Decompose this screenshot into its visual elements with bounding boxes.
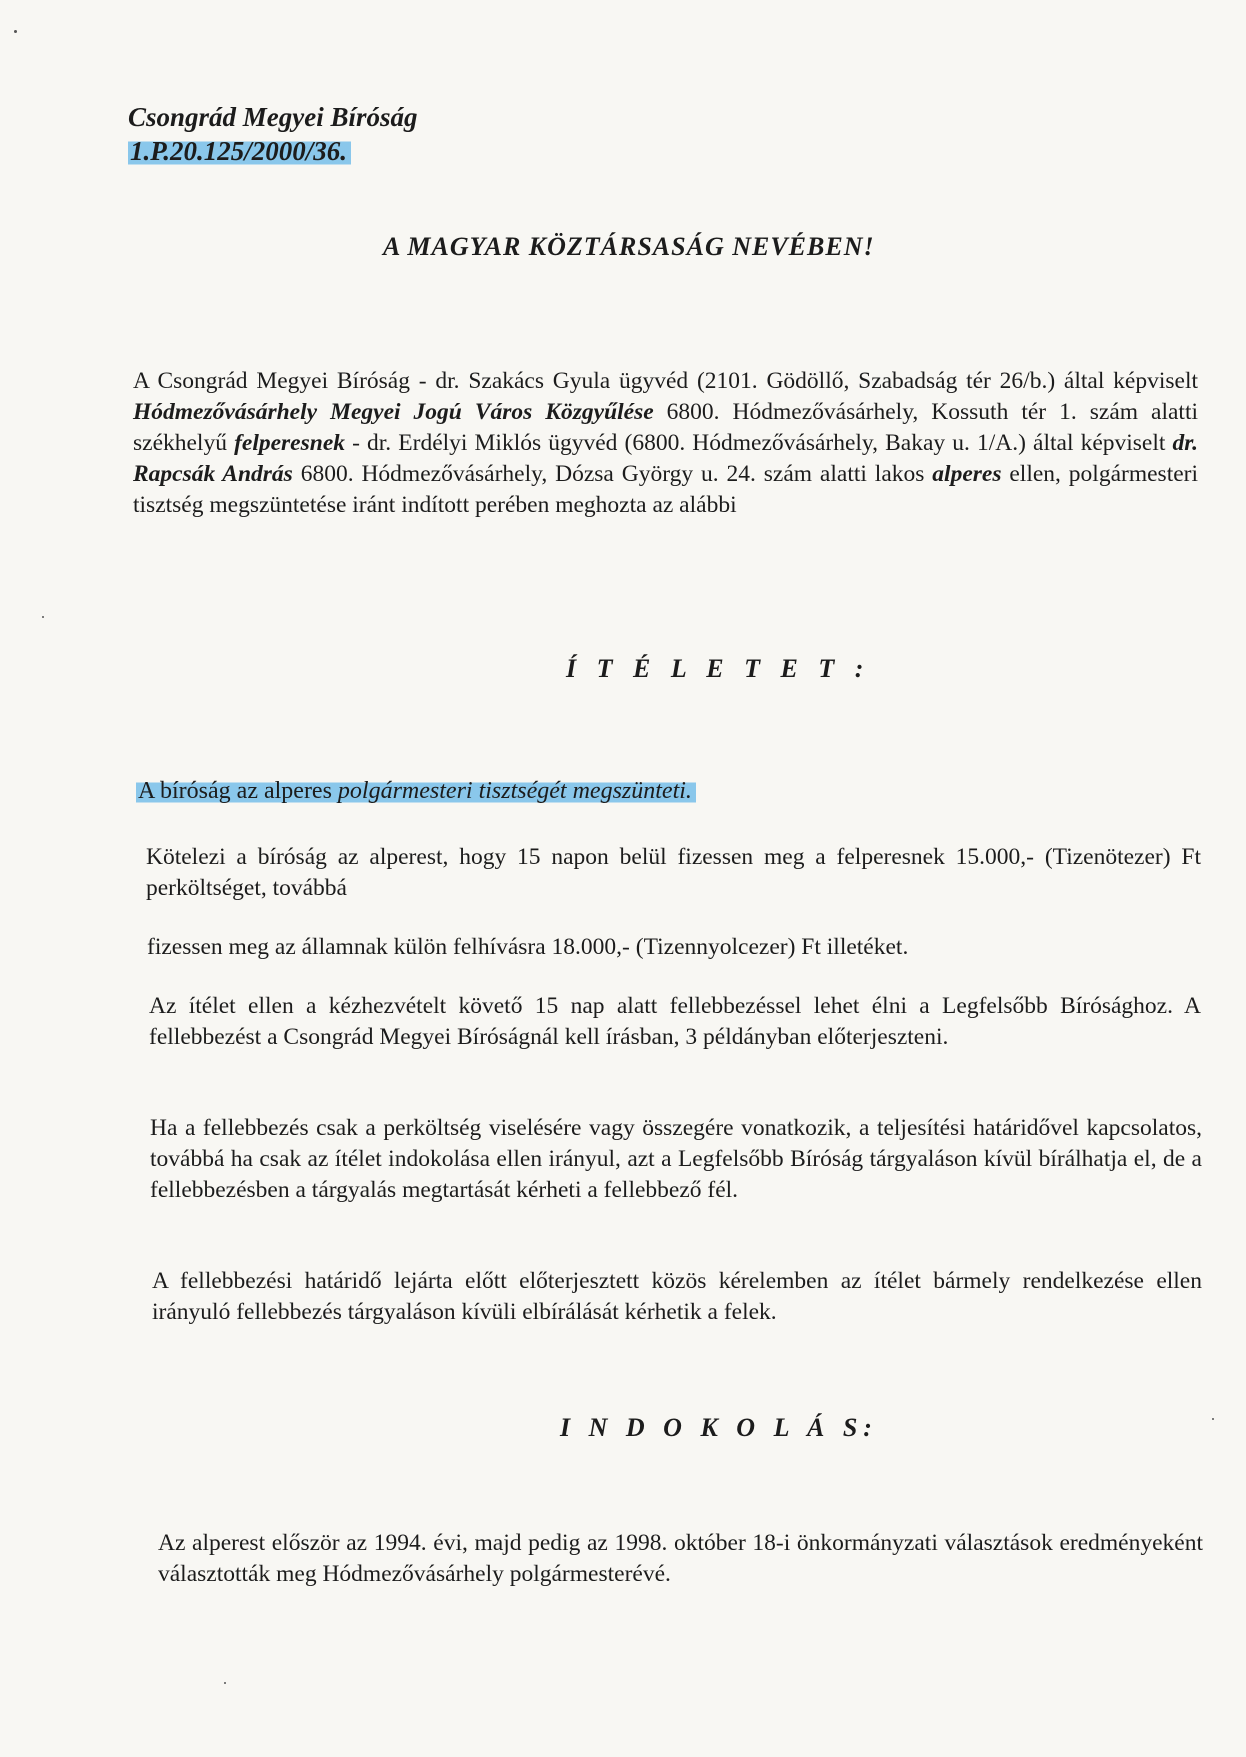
- defendant-name: dr. Rapcsák András: [133, 430, 1198, 487]
- decision-part-1: A bíróság az alperes: [138, 778, 338, 804]
- reasoning-heading: I N D O K O L Á S:: [560, 1413, 878, 1442]
- appeal-costs-paragraph: Ha a fellebbezés csak a perköltség viselésére vagy összegére vonatkozik, a teljesítési határidővel kapcsolatos, továbbá ha csak az ítélet indokolása ellen irányul, azt a Legfelsőbb Bíróság tárgyaláson kívül bírálhatja el, de a fellebbezésben a tárgyalás megtartását kérheti a fellebbező fél.: [150, 1115, 1202, 1203]
- judgment-heading: Í T É L E T E T :: [566, 654, 871, 683]
- costs-paragraph: Kötelezi a bíróság az alperest, hogy 15 napon belül fizessen meg a felperesnek 15.000,- (Tizenötezer) Ft perköltséget, továbbá: [146, 844, 1201, 901]
- decision-line: [136, 778, 696, 805]
- reasoning-paragraph: Az alperest először az 1994. évi, majd pedig az 1998. október 18-i önkormányzati választások eredményeként választották meg Hódmezővásárhely polgármesterévé.: [158, 1530, 1203, 1587]
- scan-speck: [1212, 1418, 1214, 1420]
- court-name: Csongrád Megyei Bíróság: [128, 102, 418, 132]
- intro-text-4: 6800. Hódmezővásárhely, Dózsa György u. 24. szám alatti lakos: [292, 461, 933, 487]
- defendant-role: alperes: [932, 461, 1002, 487]
- scan-speck: [224, 1682, 226, 1684]
- case-number: 1.P.20.125/2000/36.: [128, 136, 351, 166]
- scan-speck: [14, 30, 17, 33]
- intro-text-2: 6800. Hódmezővásárhely, Kossuth tér 1. szám alatti székhelyű: [133, 399, 1199, 456]
- plaintiff-name: Hódmezővásárhely Megyei Jogú Város Közgyűlése: [133, 399, 654, 425]
- plaintiff-role: felperesnek: [234, 430, 345, 456]
- appeal-paragraph: Az ítélet ellen a kézhezvételt követő 15 nap alatt fellebbezéssel lehet élni a Legfelsőbb Bírósághoz. A fellebbezést a Csongrád Megyei Bíróságnál kell írásban, 3 példányban előterjeszteni.: [149, 993, 1201, 1050]
- fee-paragraph: fizessen meg az államnak külön felhívásra 18.000,- (Tizennyolcezer) Ft illetéket.: [147, 934, 909, 960]
- decision-part-2: polgármesteri tisztségét megszünteti.: [337, 778, 692, 804]
- intro-paragraph: [133, 366, 1198, 521]
- intro-text-3: - dr. Erdélyi Miklós ügyvéd (6800. Hódmezővásárhely, Bakay u. 1/A.) által képviselt: [345, 430, 1173, 456]
- document-title: A MAGYAR KÖZTÁRSASÁG NEVÉBEN!: [383, 232, 875, 261]
- intro-text-5: ellen, polgármesteri tisztség megszüntetése iránt indított perében meghozta az alábbi: [133, 461, 1199, 518]
- scan-speck: [42, 616, 44, 618]
- joint-request-paragraph: A fellebbezési határidő lejárta előtt előterjesztett közös kérelemben az ítélet bármely rendelkezése ellen irányuló fellebbezés tárgyaláson kívüli elbírálását kérhetik a felek.: [152, 1268, 1202, 1325]
- intro-text-1: A Csongrád Megyei Bíróság - dr. Szakács Gyula ügyvéd (2101. Gödöllő, Szabadság tér 26/b.) által képviselt: [133, 368, 1198, 394]
- court-header: [128, 100, 418, 168]
